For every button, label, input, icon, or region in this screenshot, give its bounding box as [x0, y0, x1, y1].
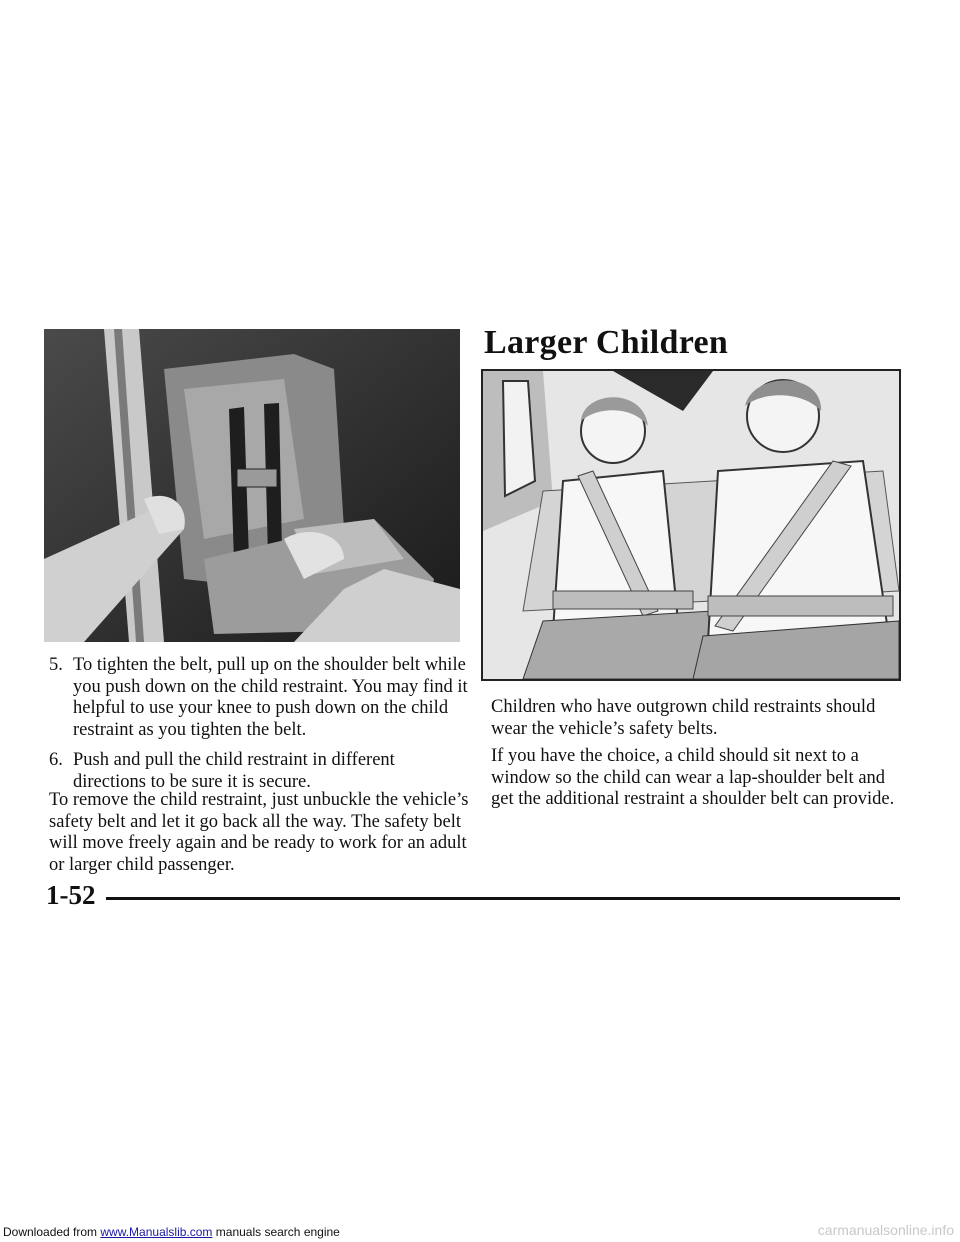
larger-children-illustration [481, 369, 901, 681]
section-heading: Larger Children [484, 324, 729, 361]
step-item [49, 750, 469, 793]
remove-restraint-paragraph: To remove the child restraint, just unbuckle the vehicle’s safety belt and let it go back all the way. The safety belt will move freely again and be ready to work for an adult or larger child passenger. [49, 790, 469, 875]
banner-suffix: manuals search engine [212, 1225, 340, 1239]
step-item [49, 655, 469, 741]
children-seat-belt-drawing [483, 371, 899, 679]
page-number: 1-52 [46, 880, 96, 910]
child-seat-tightening-illustration [44, 329, 460, 642]
step-text: Push and pull the child restraint in different directions to be sure it is secure. [73, 750, 395, 792]
step-number: 5. [49, 655, 63, 675]
site-watermark: carmanualsonline.info [817, 1222, 954, 1238]
manualslib-link[interactable]: www.Manualslib.com [100, 1225, 213, 1239]
banner-prefix: Downloaded from [3, 1225, 101, 1239]
window-seat-paragraph: If you have the choice, a child should sit next to a window so the child can wear a lap-shoulder belt and get the additional restraint a shoulder belt can provide. [491, 746, 895, 809]
footer-rule [106, 897, 900, 900]
download-banner [3, 1225, 340, 1239]
step-list [49, 655, 469, 802]
step-number: 6. [49, 750, 63, 770]
child-seat-illustration-drawing [44, 329, 460, 642]
step-text: To tighten the belt, pull up on the shoulder belt while you push down on the child restraint. You may find it helpful to use your knee to push down on the child restraint as you tighten the belt. [73, 655, 468, 740]
outgrown-restraints-paragraph: Children who have outgrown child restraints should wear the vehicle’s safety belts. [491, 697, 876, 739]
